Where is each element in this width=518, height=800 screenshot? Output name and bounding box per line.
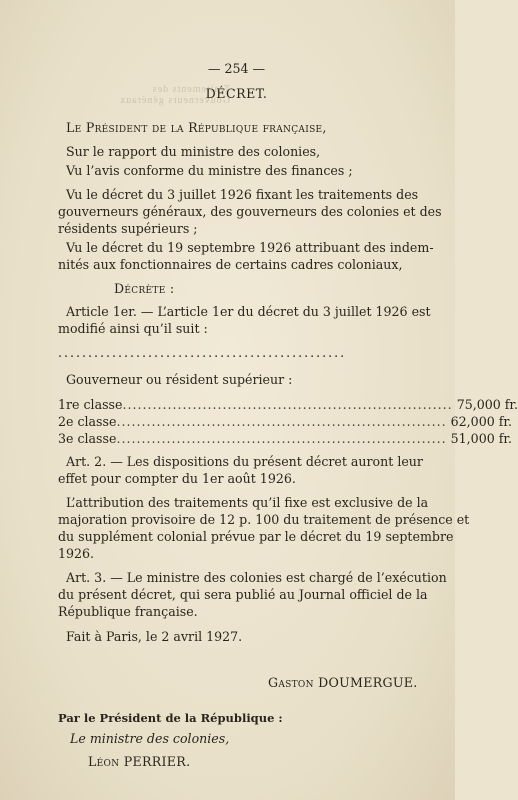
- attribution-line-4: 1926.: [58, 546, 95, 561]
- salary-class-label: 1re classe: [58, 397, 123, 412]
- minister-title: Le ministre des colonies,: [70, 731, 230, 746]
- vu-decret-2-line-2: nités aux fonctionnaires de certains cadres coloniaux,: [58, 257, 403, 272]
- article-3-line-2: du présent décret, qui sera publié au Journal officiel de la: [58, 587, 428, 602]
- article-1-line-2: modifié ainsi qu’il suit :: [58, 321, 208, 336]
- article-1-line-1: Article 1er. — L’article 1er du décret du 3 juillet 1926 est: [66, 304, 431, 319]
- salary-amount: 75,000 fr.: [456, 397, 518, 412]
- vu-decret-1-line-3: résidents supérieurs ;: [58, 221, 198, 236]
- page-number: — 254 —: [207, 61, 266, 76]
- rapport-line: Sur le rapport du ministre des colonies,: [66, 144, 321, 159]
- salary-row: [58, 396, 518, 413]
- salary-row: [58, 430, 513, 447]
- attribution-line-2: majoration provisoire de 12 p. 100 du traitement de présence et: [58, 512, 470, 527]
- vu-decret-2-line-1: Vu le décret du 19 septembre 1926 attribuant des indem-: [66, 240, 434, 255]
- date-line: Fait à Paris, le 2 avril 1927.: [66, 629, 243, 644]
- article-2-line-1: Art. 2. — Les dispositions du présent décret auront leur: [66, 454, 423, 469]
- countersignature: Léon PERRIER.: [88, 754, 191, 769]
- article-3-line-1: Art. 3. — Le ministre des colonies est chargé de l’exécution: [66, 570, 447, 585]
- salary-amount: 62,000 fr.: [450, 414, 513, 429]
- decrete-line: Décrète :: [114, 281, 175, 296]
- attribution-line-1: L’attribution des traitements qu’il fixe est exclusive de la: [66, 495, 429, 510]
- attribution-line-3: du supplément colonial prévue par le décret du 19 septembre: [58, 529, 454, 544]
- article-3-line-3: République française.: [58, 604, 198, 619]
- dot-leader: ..................................................................: [122, 397, 453, 412]
- document-body: [58, 0, 518, 800]
- salary-amount: 51,000 fr.: [450, 431, 513, 446]
- dot-leader: ..................................................................: [116, 431, 447, 446]
- dot-leader: ..................................................................: [116, 414, 447, 429]
- show-through-text: Traitements des Gouverneurs généraux: [119, 84, 230, 106]
- signature: Gaston DOUMERGUE.: [268, 675, 418, 690]
- vu-decret-1-line-2: gouverneurs généraux, des gouverneurs des colonies et des: [58, 204, 442, 219]
- president-line: Le Président de la République française,: [66, 120, 327, 135]
- article-2-line-2: effet pour compter du 1er août 1926.: [58, 471, 296, 486]
- salary-row: [58, 413, 513, 430]
- decree-heading: DÉCRET.: [205, 86, 268, 101]
- salary-class-label: 3e classe: [58, 431, 117, 446]
- salary-class-label: 2e classe: [58, 414, 117, 429]
- par-le-president-line: Par le Président de la République :: [58, 711, 283, 725]
- gouverneur-line: Gouverneur ou résident supérieur :: [66, 372, 293, 387]
- ellipsis-line: ................................................: [58, 345, 347, 360]
- vu-decret-1-line-1: Vu le décret du 3 juillet 1926 fixant les traitements des: [66, 187, 419, 202]
- avis-line: Vu l’avis conforme du ministre des finances ;: [66, 163, 353, 178]
